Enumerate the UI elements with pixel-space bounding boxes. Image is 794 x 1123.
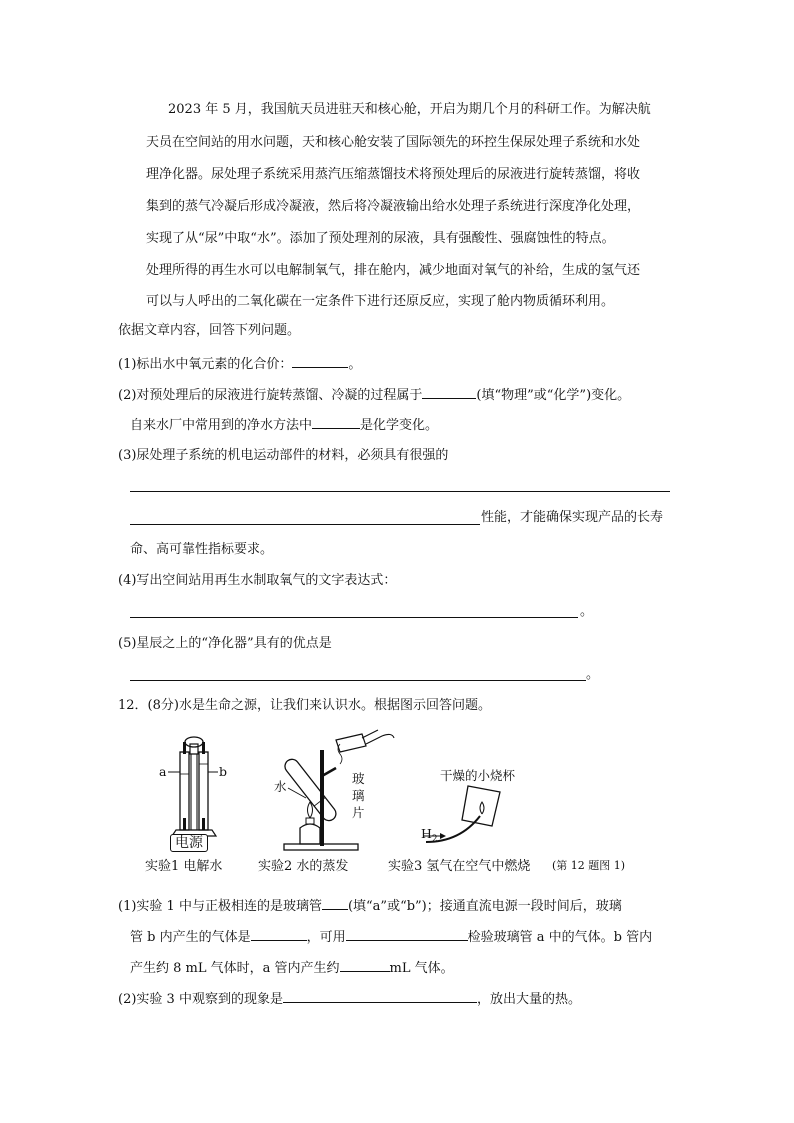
answer-line-3b[interactable] xyxy=(130,524,480,525)
question-2-text: (2)对预处理后的尿液进行旋转蒸馏、冷凝的过程属于 xyxy=(118,388,423,403)
glass-plate-label xyxy=(352,770,365,821)
hydrogen-label xyxy=(421,826,438,845)
question-2 xyxy=(118,384,630,406)
evaporation-apparatus-figure xyxy=(270,728,400,853)
question-3: (3)尿处理子系统的机电运动部件的材料，必须具有很强的 xyxy=(118,448,449,463)
q12-part-2-text: (2)实验 3 中观察到的现象是 xyxy=(118,992,283,1007)
q12-part-1-test-text: 检验玻璃管 a 中的气体。b 管内 xyxy=(467,930,653,945)
tube-label-b: b xyxy=(219,764,228,779)
q12-part-2 xyxy=(118,988,581,1010)
question-2-sub-end: 是化学变化。 xyxy=(360,418,439,433)
q12-part-1-method-text: ，可用 xyxy=(306,930,346,945)
answer-blank-12-1c[interactable] xyxy=(346,926,468,941)
question-12-title: 12．(8分)水是生命之源，让我们来认识水。根据图示回答问题。 xyxy=(118,698,491,713)
tube-label-a: a xyxy=(159,764,167,779)
question-2-sub: 自来水厂中常用到的净水方法中 xyxy=(130,418,313,433)
passage-line-6: 处理所得的再生水可以电解制氧气，排在舱内，减少地面对氧气的补给，生成的氢气还 xyxy=(146,263,641,278)
q12-part-1-text: (1)实验 1 中与正极相连的是玻璃管 xyxy=(118,899,322,914)
answer-blank-12-2[interactable] xyxy=(283,988,477,1003)
caption-experiment-3: 实验3 氢气在空气中燃烧 xyxy=(388,859,531,874)
hydrogen-subscript: 2 xyxy=(431,834,438,845)
caption-experiment-1: 实验1 电解水 xyxy=(145,859,223,874)
q12-part-1 xyxy=(118,895,622,917)
answer-blank-12-1b[interactable] xyxy=(251,926,307,941)
answer-line-5[interactable] xyxy=(130,680,586,681)
q12-part-1-volume-text: 产生约 8 mL 气体时，a 管内产生约 xyxy=(130,961,340,976)
question-3-end: 命、高可靠性指标要求。 xyxy=(130,542,274,557)
question-1 xyxy=(118,353,361,375)
water-label: 水 xyxy=(274,779,287,794)
answer-blank-2b[interactable] xyxy=(312,414,360,429)
answer-line-3a[interactable] xyxy=(130,491,670,492)
glass-plate-char-1: 玻 xyxy=(352,771,365,786)
instruction: 依据文章内容，回答下列问题。 xyxy=(118,323,301,338)
answer-blank-12-1d[interactable] xyxy=(340,957,390,972)
q12-part-1-line3 xyxy=(130,957,454,979)
dry-beaker-label: 干燥的小烧杯 xyxy=(440,768,516,783)
question-5: (5)星辰之上的“净化器”具有的优点是 xyxy=(118,636,332,651)
question-2-cont xyxy=(130,414,438,436)
question-5-end: 。 xyxy=(586,667,600,682)
passage-line-2: 天员在空间站的用水问题，天和核心舱安装了国际领先的环控生保尿处理子系统和水处 xyxy=(146,135,641,150)
answer-blank-2a[interactable] xyxy=(422,384,476,399)
q12-part-1-gas-text: 管 b 内产生的气体是 xyxy=(130,930,251,945)
figure-number: (第 12 题图 1) xyxy=(552,859,626,872)
glass-plate-char-3: 片 xyxy=(352,805,365,820)
q12-part-1-line2 xyxy=(130,926,652,948)
passage-line-7: 可以与人呼出的二氧化碳在一定条件下进行还原反应，实现了舱内物质循环利用。 xyxy=(146,294,615,309)
hydrogen-symbol: H xyxy=(421,826,432,841)
question-1-end: 。 xyxy=(348,357,362,372)
question-1-text: (1)标出水中氧元素的化合价： xyxy=(118,357,293,372)
answer-blank-12-1a[interactable] xyxy=(322,895,348,910)
glass-plate-char-2: 璃 xyxy=(352,788,365,803)
caption-experiment-2: 实验2 水的蒸发 xyxy=(258,859,349,874)
question-2-hint: (填“物理”或“化学”)变化。 xyxy=(476,388,631,403)
question-3-cont: 性能，才能确保实现产品的长寿 xyxy=(481,510,664,525)
q12-part-2-end: ，放出大量的热。 xyxy=(476,992,581,1007)
q12-part-1-unit: mL 气体。 xyxy=(389,961,454,976)
passage-line-3: 理净化器。尿处理子系统采用蒸汽压缩蒸馏技术将预处理后的尿液进行旋转蒸馏，将收 xyxy=(146,167,641,182)
power-supply-box: 电源 xyxy=(170,834,208,852)
question-4-end: 。 xyxy=(580,604,594,619)
passage-line-4: 集到的蒸气冷凝后形成冷凝液，然后将冷凝液输出给水处理子系统进行深度净化处理， xyxy=(146,199,641,214)
passage-line-5: 实现了从“尿”中取“水”。添加了预处理剂的尿液，具有强酸性、强腐蚀性的特点。 xyxy=(146,231,615,246)
passage-line-1: 2023 年 5 月，我国航天员进驻天和核心舱，开启为期几个月的科研工作。为解决航 xyxy=(168,102,651,117)
q12-part-1-hint: (填“a”或“b”)；接通直流电源一段时间后，玻璃 xyxy=(347,899,622,914)
answer-line-4[interactable] xyxy=(130,617,578,618)
answer-blank-1[interactable] xyxy=(292,353,348,368)
question-4: (4)写出空间站用再生水制取氧气的文字表达式： xyxy=(118,573,397,588)
